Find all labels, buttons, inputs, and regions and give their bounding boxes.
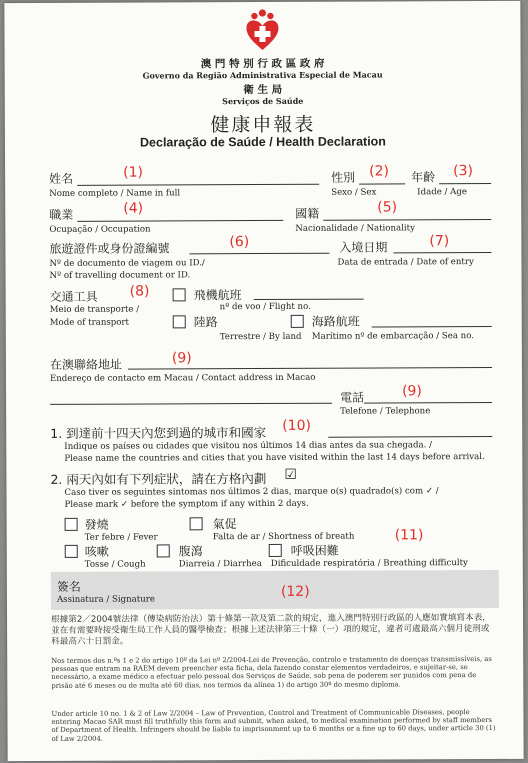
- name-label-zh: 姓名: [49, 171, 74, 186]
- address-field[interactable]: [128, 367, 492, 370]
- sea-label-zh: 海路航班: [311, 314, 360, 329]
- department-name-zh: 衛 生 局: [243, 83, 283, 97]
- flight-checkbox[interactable]: [173, 288, 186, 301]
- fever-label-zh: 發燒: [84, 517, 109, 532]
- entry-label: Data de entrada / Date of entry: [337, 257, 474, 268]
- document-annotation: (6): [229, 234, 250, 251]
- sex-label-zh: 性別: [331, 170, 356, 185]
- legal-notice-en: Under article 10 no. 1 & 2 of Law 2/2004 – Law of Prevention, Control and Treatment of Communicable Diseases, people entering Macao SAR must fill truthfully this form and submit, when asked, to medical examination performed by staff members of Department of Health. Infringers should be liable to imprisonment up to 6 months or a fine up to 60 days, under article 30 (1) of Law 2/2004.: [51, 708, 496, 743]
- phone-annotation: (9): [402, 383, 422, 400]
- name-annotation: (1): [123, 164, 143, 181]
- age-annotation: (3): [453, 163, 473, 180]
- flight-label: nº de voo / Flight no.: [219, 301, 311, 313]
- government-name-zh: 澳 門 特 別 行 政 區 政 府: [200, 57, 325, 71]
- flight-label-zh: 飛機航班: [193, 288, 242, 303]
- transport-label-zh: 交通工具: [49, 289, 98, 304]
- legal-notice-zh: 根據第2／2004號法律（傳染病防治法）第十條第一款及第二款的規定，進入澳門特別行政區的人應如實填寫本表，並在有需要時接受衛生局工作人員的醫學檢查；根據上述法律第三十條（一）項的規定，違者可處最高六個月徒刑或科最高六十日罰金。: [51, 613, 491, 647]
- sea-checkbox[interactable]: [291, 315, 304, 328]
- difficulty-label: Dificuldade respiratória / Breathing difficulty: [270, 558, 468, 569]
- question-2-zh: 2. 兩天內如有下列症狀，請在方格內劃: [50, 470, 267, 487]
- sex-field[interactable]: [359, 183, 405, 184]
- question-2-pt: Caso tiver os seguintes sintomas nos últimos 2 dias, marque o(s) quadrado(s) com ✓ /: [64, 486, 439, 498]
- diarrhea-label: Diarreia / Diarrhea: [178, 559, 262, 570]
- signature-label-zh: 簽名: [56, 579, 81, 594]
- transport-annotation: (8): [129, 283, 150, 300]
- breath-label-zh: 氣促: [212, 517, 237, 532]
- checkmark-icon: ☑: [284, 466, 298, 483]
- question-1-en: Please name the countries and cities that you have visited within the last 14 days before arrival.: [64, 452, 485, 464]
- address-label: Endereço de contacto em Macau / Contact address in Macao: [49, 372, 316, 384]
- occupation-label-zh: 職業: [49, 207, 74, 222]
- form-title-zh: 健康申報表: [210, 113, 316, 137]
- land-label: Terrestre / By land: [219, 331, 302, 343]
- cough-checkbox[interactable]: [65, 545, 78, 558]
- fever-label: Ter febre / Fever: [84, 532, 158, 543]
- name-label: Nome completo / Name in full: [49, 188, 181, 199]
- phone-label-zh: 電話: [340, 390, 365, 405]
- occupation-field[interactable]: [77, 220, 283, 222]
- visited-places-field[interactable]: [328, 436, 492, 438]
- sex-label: Sexo / Sex: [331, 187, 377, 198]
- sea-number-field[interactable]: [372, 326, 492, 328]
- entry-date-field[interactable]: [393, 252, 491, 253]
- question-2-en: Please mark ✓ before the symptom if any within 2 days.: [64, 498, 309, 510]
- question-1-pt: Indique os países ou cidades que visitou nos últimos 14 dias antes da sua chegada. /: [64, 440, 433, 452]
- breath-label: Falta de ar / Shortness of breath: [212, 531, 355, 543]
- nationality-label: Nacionalidade / Nationality: [295, 223, 415, 234]
- address-field-line-2[interactable]: [50, 403, 332, 405]
- land-label-zh: 陸路: [193, 315, 218, 330]
- age-field[interactable]: [439, 183, 491, 184]
- nationality-label-zh: 國籍: [295, 206, 320, 221]
- sea-label: Marítimo nº de embarcação / Sea no.: [311, 331, 474, 342]
- occupation-annotation: (4): [123, 200, 144, 217]
- transport-label-2: Mode of transport: [49, 317, 130, 328]
- cough-label-zh: 咳嗽: [84, 544, 109, 559]
- shortness-of-breath-checkbox[interactable]: [190, 517, 203, 530]
- document-label-zh: 旅遊證件或身份證編號: [49, 241, 170, 256]
- breathing-difficulty-checkbox[interactable]: [269, 544, 282, 557]
- diarrhea-checkbox[interactable]: [157, 544, 170, 557]
- sex-annotation: (2): [369, 163, 389, 180]
- land-checkbox[interactable]: [173, 315, 186, 328]
- department-name-pt: Serviços de Saúde: [222, 95, 304, 107]
- signature-label: Assinatura / Signature: [56, 594, 155, 605]
- declaration-form: [4, 1, 523, 761]
- nationality-field[interactable]: [323, 219, 491, 221]
- form-title: Declaração de Saúde / Health Declaration: [139, 134, 386, 150]
- name-field[interactable]: [77, 184, 319, 186]
- health-bureau-logo-icon: [242, 8, 282, 52]
- cough-label: Tosse / Cough: [84, 559, 146, 570]
- document-label-2: Nº of travelling document or ID.: [49, 270, 191, 281]
- age-label-zh: 年齡: [411, 170, 436, 185]
- address-annotation: (9): [171, 350, 192, 367]
- flight-number-field[interactable]: [254, 299, 364, 300]
- phone-field[interactable]: [364, 402, 492, 404]
- transport-label-1: Meio de transporte /: [49, 304, 140, 315]
- legal-notice-pt: Nos termos dos n.ºs 1 e 2 do artigo 10º da Lei nº 2/2004-Lei de Prevenção, controlo e tratamento de doenças transmissíveis, as pessoas que entram na RAEM devem preencher esta ficha, dela fazendo constar elementos verdadeiros, e sujeitar-se, se necessário, a exame médico a efectuar pelo pessoal dos Serviços de Saúde, sob pena de poderem ser punidos com pena de prisão até 6 meses ou de multa até 60 dias, nos termos da alínea 1) do artigo 30º do mesmo diploma.: [51, 655, 492, 690]
- nationality-annotation: (5): [377, 199, 398, 216]
- age-label: Idade / Age: [417, 187, 467, 198]
- question-1-zh: 1. 到達前十四天內您到過的城市和國家: [50, 424, 267, 441]
- fever-checkbox[interactable]: [65, 518, 78, 531]
- phone-label: Telefone / Telephone: [340, 406, 431, 417]
- signature-annotation: (12): [280, 583, 310, 600]
- difficulty-label-zh: 呼吸困難: [290, 543, 339, 558]
- diarrhea-label-zh: 腹瀉: [178, 544, 203, 559]
- entry-label-zh: 入境日期: [339, 240, 388, 255]
- occupation-label: Ocupação / Occupation: [49, 224, 151, 235]
- entry-annotation: (7): [429, 233, 450, 250]
- question-1-annotation: (10): [282, 417, 311, 434]
- document-label-1: Nº de documento de viagem ou ID./: [49, 258, 205, 269]
- government-name-pt: Governo da Região Administrativa Especial de Macau: [142, 69, 383, 81]
- document-field[interactable]: [189, 253, 329, 255]
- address-label-zh: 在澳聯絡地址: [49, 357, 122, 372]
- question-2-annotation: (11): [394, 527, 424, 544]
